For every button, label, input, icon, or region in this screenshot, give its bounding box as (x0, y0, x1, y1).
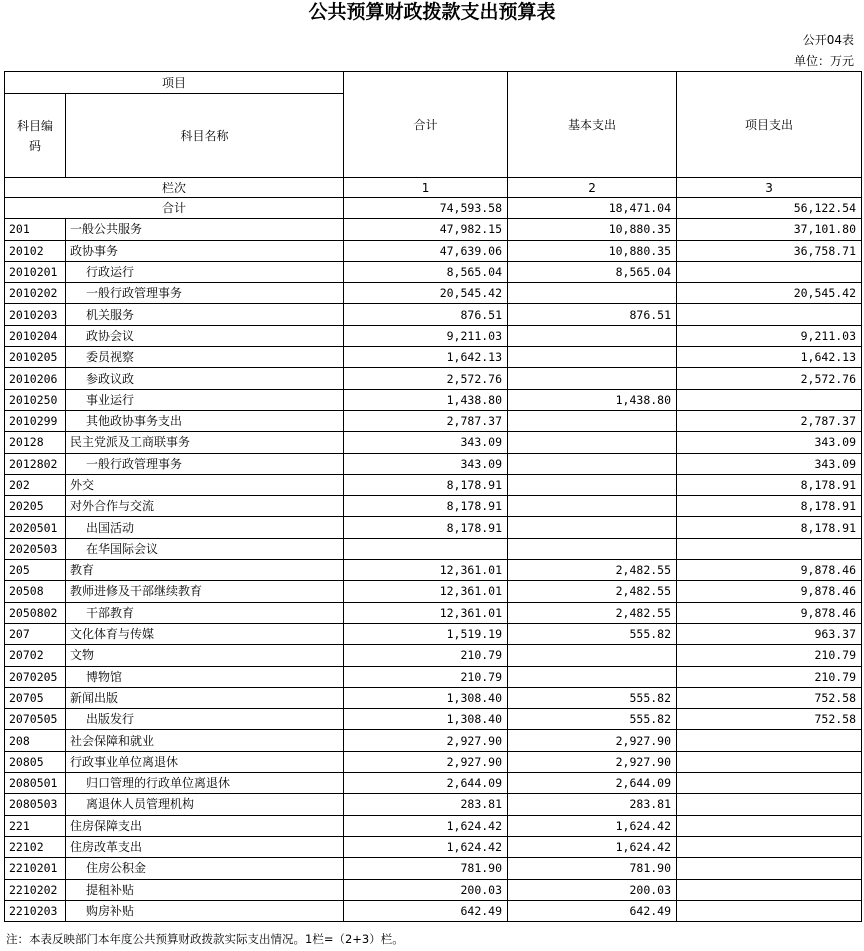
subject-code-cell: 208 (5, 730, 66, 751)
table-row (5, 836, 862, 857)
project-cell (677, 751, 862, 772)
total-cell: 2,787.37 (344, 410, 508, 431)
table-row (5, 474, 862, 495)
grand-total-basic: 18,471.04 (508, 198, 677, 219)
table-row (5, 581, 862, 602)
subject-name-cell: 住房改革支出 (66, 836, 344, 857)
table-row (5, 432, 862, 453)
subject-name-cell: 住房保障支出 (66, 815, 344, 836)
table-code: 公开04表 (802, 33, 854, 47)
basic-cell (508, 496, 677, 517)
subject-name-cell: 教育 (66, 560, 344, 581)
total-cell: 12,361.01 (344, 581, 508, 602)
total-cell: 2,927.90 (344, 751, 508, 772)
table-row (5, 900, 862, 921)
project-cell (677, 879, 862, 900)
project-cell: 9,878.46 (677, 560, 862, 581)
header-subject-name: 科目名称 (66, 94, 344, 178)
total-cell: 343.09 (344, 453, 508, 474)
subject-code-cell: 2020501 (5, 517, 66, 538)
project-cell: 9,211.03 (677, 325, 862, 346)
budget-table (4, 71, 862, 922)
subject-code-cell: 2210202 (5, 879, 66, 900)
basic-cell: 876.51 (508, 304, 677, 325)
basic-cell (508, 325, 677, 346)
project-cell (677, 858, 862, 879)
subject-name-cell: 行政事业单位离退休 (66, 751, 344, 772)
subject-name-cell: 委员视察 (66, 347, 344, 368)
project-cell (677, 900, 862, 921)
grand-total-row (5, 198, 862, 219)
subject-name-cell: 提租补贴 (66, 879, 344, 900)
subject-name-cell: 政协事务 (66, 240, 344, 261)
subject-code-cell: 2210203 (5, 900, 66, 921)
subject-code-cell: 205 (5, 560, 66, 581)
table-row (5, 858, 862, 879)
table-row (5, 538, 862, 559)
grand-total-project: 56,122.54 (677, 198, 862, 219)
basic-cell: 2,644.09 (508, 773, 677, 794)
basic-cell: 10,880.35 (508, 240, 677, 261)
project-cell: 37,101.80 (677, 219, 862, 240)
total-cell: 8,565.04 (344, 261, 508, 282)
header-total: 合计 (344, 72, 508, 178)
project-cell: 8,178.91 (677, 496, 862, 517)
header-project: 项目支出 (677, 72, 862, 178)
total-cell: 12,361.01 (344, 560, 508, 581)
subject-name-cell: 教师进修及干部继续教育 (66, 581, 344, 602)
project-cell: 8,178.91 (677, 517, 862, 538)
subject-code-cell: 2010201 (5, 261, 66, 282)
project-cell: 752.58 (677, 709, 862, 730)
project-cell: 2,787.37 (677, 410, 862, 431)
subject-code-cell: 2010206 (5, 368, 66, 389)
subject-code-cell: 207 (5, 623, 66, 644)
project-cell (677, 538, 862, 559)
basic-cell: 2,482.55 (508, 602, 677, 623)
subject-name-cell: 政协会议 (66, 325, 344, 346)
basic-cell (508, 283, 677, 304)
subject-code-cell: 2010204 (5, 325, 66, 346)
subject-code-cell: 20705 (5, 687, 66, 708)
table-row (5, 815, 862, 836)
subject-code-cell: 2010202 (5, 283, 66, 304)
subject-name-cell: 其他政协事务支出 (66, 410, 344, 431)
project-cell (677, 794, 862, 815)
project-cell (677, 773, 862, 794)
subject-name-cell: 一般行政管理事务 (66, 283, 344, 304)
column-number-2: 2 (508, 178, 677, 198)
basic-cell (508, 347, 677, 368)
table-row (5, 709, 862, 730)
subject-code-cell: 2080503 (5, 794, 66, 815)
table-row (5, 219, 862, 240)
subject-name-cell: 民主党派及工商联事务 (66, 432, 344, 453)
project-cell: 9,878.46 (677, 581, 862, 602)
table-row (5, 389, 862, 410)
total-cell: 642.49 (344, 900, 508, 921)
project-cell (677, 730, 862, 751)
table-row (5, 666, 862, 687)
basic-cell (508, 517, 677, 538)
subject-name-cell: 参政议政 (66, 368, 344, 389)
subject-code-cell: 202 (5, 474, 66, 495)
basic-cell: 2,927.90 (508, 730, 677, 751)
table-row (5, 730, 862, 751)
project-cell (677, 304, 862, 325)
table-row (5, 325, 862, 346)
table-row (5, 687, 862, 708)
subject-code-cell: 221 (5, 815, 66, 836)
subject-code-cell: 20128 (5, 432, 66, 453)
basic-cell: 10,880.35 (508, 219, 677, 240)
table-row (5, 751, 862, 772)
total-cell: 1,438.80 (344, 389, 508, 410)
basic-cell (508, 368, 677, 389)
subject-code-cell: 201 (5, 219, 66, 240)
total-cell: 1,308.40 (344, 687, 508, 708)
project-cell: 752.58 (677, 687, 862, 708)
table-row (5, 794, 862, 815)
column-number-1: 1 (344, 178, 508, 198)
basic-cell: 781.90 (508, 858, 677, 879)
total-cell: 876.51 (344, 304, 508, 325)
header-subject-code: 科目编码 (5, 94, 66, 178)
basic-cell: 1,438.80 (508, 389, 677, 410)
subject-name-cell: 归口管理的行政单位离退休 (66, 773, 344, 794)
table-row (5, 773, 862, 794)
basic-cell (508, 432, 677, 453)
total-cell: 343.09 (344, 432, 508, 453)
project-cell (677, 836, 862, 857)
total-cell: 781.90 (344, 858, 508, 879)
basic-cell: 2,482.55 (508, 560, 677, 581)
project-cell (677, 261, 862, 282)
total-cell: 1,624.42 (344, 815, 508, 836)
basic-cell: 555.82 (508, 687, 677, 708)
subject-name-cell: 出版发行 (66, 709, 344, 730)
subject-name-cell: 行政运行 (66, 261, 344, 282)
project-cell: 20,545.42 (677, 283, 862, 304)
total-cell: 200.03 (344, 879, 508, 900)
subject-code-cell: 2010250 (5, 389, 66, 410)
total-cell: 20,545.42 (344, 283, 508, 304)
table-row (5, 879, 862, 900)
project-cell: 343.09 (677, 432, 862, 453)
basic-cell: 8,565.04 (508, 261, 677, 282)
subject-code-cell: 2210201 (5, 858, 66, 879)
column-order-label: 栏次 (5, 178, 344, 198)
basic-cell: 200.03 (508, 879, 677, 900)
table-row (5, 283, 862, 304)
basic-cell (508, 538, 677, 559)
table-row (5, 623, 862, 644)
subject-name-cell: 文物 (66, 645, 344, 666)
subject-name-cell: 干部教育 (66, 602, 344, 623)
subject-name-cell: 博物馆 (66, 666, 344, 687)
project-cell: 9,878.46 (677, 602, 862, 623)
total-cell: 8,178.91 (344, 474, 508, 495)
subject-name-cell: 社会保障和就业 (66, 730, 344, 751)
subject-name-cell: 住房公积金 (66, 858, 344, 879)
subject-name-cell: 机关服务 (66, 304, 344, 325)
project-cell: 8,178.91 (677, 474, 862, 495)
subject-code-cell: 20805 (5, 751, 66, 772)
basic-cell (508, 666, 677, 687)
total-cell: 1,642.13 (344, 347, 508, 368)
total-cell: 9,211.03 (344, 325, 508, 346)
table-row (5, 261, 862, 282)
basic-cell: 555.82 (508, 709, 677, 730)
total-cell: 8,178.91 (344, 496, 508, 517)
table-row (5, 496, 862, 517)
total-cell: 47,982.15 (344, 219, 508, 240)
basic-cell (508, 645, 677, 666)
total-cell: 2,927.90 (344, 730, 508, 751)
subject-code-cell: 2070205 (5, 666, 66, 687)
grand-total-label: 合计 (5, 198, 344, 219)
subject-code-cell: 2020503 (5, 538, 66, 559)
project-cell: 210.79 (677, 666, 862, 687)
basic-cell: 2,482.55 (508, 581, 677, 602)
project-cell: 36,758.71 (677, 240, 862, 261)
table-row (5, 347, 862, 368)
total-cell: 12,361.01 (344, 602, 508, 623)
subject-name-cell: 一般公共服务 (66, 219, 344, 240)
subject-code-cell: 2080501 (5, 773, 66, 794)
subject-name-cell: 一般行政管理事务 (66, 453, 344, 474)
total-cell (344, 538, 508, 559)
grand-total-total: 74,593.58 (344, 198, 508, 219)
project-cell (677, 815, 862, 836)
table-row (5, 560, 862, 581)
subject-name-cell: 在华国际会议 (66, 538, 344, 559)
subject-name-cell: 购房补贴 (66, 900, 344, 921)
unit-label: 单位：万元 (793, 54, 854, 68)
subject-name-cell: 外交 (66, 474, 344, 495)
table-row (5, 240, 862, 261)
project-cell: 343.09 (677, 453, 862, 474)
project-cell: 963.37 (677, 623, 862, 644)
table-row (5, 602, 862, 623)
subject-name-cell: 事业运行 (66, 389, 344, 410)
subject-code-cell: 2010203 (5, 304, 66, 325)
table-row (5, 368, 862, 389)
column-number-3: 3 (677, 178, 862, 198)
subject-code-cell: 2010299 (5, 410, 66, 431)
header-basic: 基本支出 (508, 72, 677, 178)
total-cell: 8,178.91 (344, 517, 508, 538)
basic-cell: 555.82 (508, 623, 677, 644)
basic-cell: 283.81 (508, 794, 677, 815)
table-row (5, 304, 862, 325)
total-cell: 47,639.06 (344, 240, 508, 261)
subject-code-cell: 22102 (5, 836, 66, 857)
total-cell: 1,519.19 (344, 623, 508, 644)
subject-code-cell: 2012802 (5, 453, 66, 474)
page-title: 公共预算财政拨款支出预算表 (308, 1, 556, 23)
subject-name-cell: 出国活动 (66, 517, 344, 538)
project-cell: 1,642.13 (677, 347, 862, 368)
total-cell: 2,572.76 (344, 368, 508, 389)
subject-code-cell: 20508 (5, 581, 66, 602)
table-row (5, 410, 862, 431)
basic-cell: 642.49 (508, 900, 677, 921)
total-cell: 2,644.09 (344, 773, 508, 794)
table-row (5, 645, 862, 666)
basic-cell (508, 410, 677, 431)
total-cell: 283.81 (344, 794, 508, 815)
subject-name-cell: 新闻出版 (66, 687, 344, 708)
total-cell: 1,308.40 (344, 709, 508, 730)
basic-cell: 2,927.90 (508, 751, 677, 772)
table-row (5, 517, 862, 538)
total-cell: 210.79 (344, 645, 508, 666)
basic-cell (508, 474, 677, 495)
subject-name-cell: 文化体育与传媒 (66, 623, 344, 644)
table-row (5, 453, 862, 474)
basic-cell: 1,624.42 (508, 836, 677, 857)
subject-name-cell: 对外合作与交流 (66, 496, 344, 517)
project-cell (677, 389, 862, 410)
project-cell: 2,572.76 (677, 368, 862, 389)
subject-code-cell: 2050802 (5, 602, 66, 623)
subject-code-cell: 20205 (5, 496, 66, 517)
total-cell: 1,624.42 (344, 836, 508, 857)
basic-cell: 1,624.42 (508, 815, 677, 836)
subject-code-cell: 2070505 (5, 709, 66, 730)
project-cell: 210.79 (677, 645, 862, 666)
subject-code-cell: 20102 (5, 240, 66, 261)
subject-name-cell: 离退休人员管理机构 (66, 794, 344, 815)
basic-cell (508, 453, 677, 474)
subject-code-cell: 2010205 (5, 347, 66, 368)
header-item: 项目 (5, 72, 344, 94)
footnote: 注：本表反映部门本年度公共预算财政拨款实际支出情况。1栏=（2+3）栏。 (6, 932, 404, 946)
subject-code-cell: 20702 (5, 645, 66, 666)
total-cell: 210.79 (344, 666, 508, 687)
